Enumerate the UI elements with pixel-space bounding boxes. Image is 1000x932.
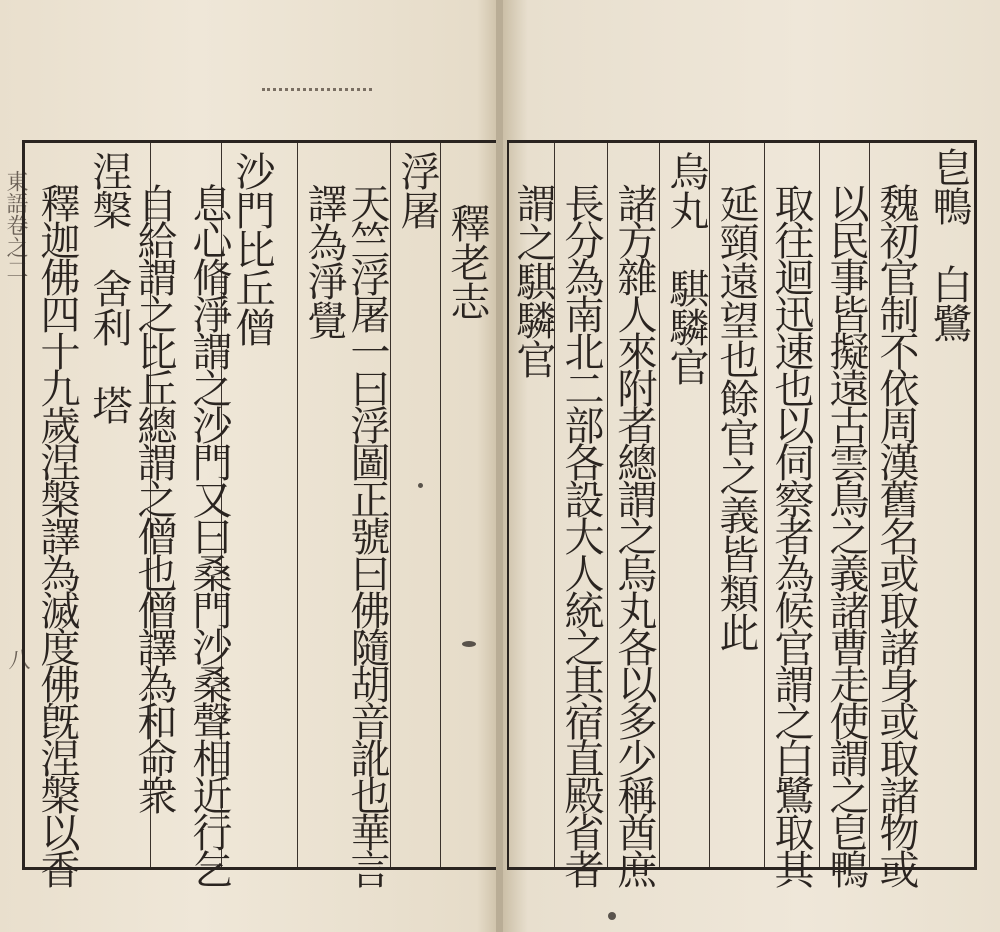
heading-column: 沙門比丘僧 xyxy=(229,151,275,346)
column-rule xyxy=(440,143,441,867)
heading-column: 皀鴨 白鷺 xyxy=(926,147,972,342)
text-column: 譯為淨覺 xyxy=(301,183,347,339)
column-rule xyxy=(659,143,660,867)
text-column: 息心脩淨謂之沙門又曰桑門沙桑聲相近行乞 xyxy=(186,183,232,886)
heading-column: 烏丸 騏驎官 xyxy=(663,151,709,385)
heading-column: 浮屠 xyxy=(394,151,440,229)
column-rule xyxy=(607,143,608,867)
folio-number: 八 xyxy=(5,648,30,670)
text-column: 諸方雜人來附者總謂之烏丸各以多少稱酋庶 xyxy=(611,183,657,886)
text-column: 延頸遠望也餘官之義皆類此 xyxy=(713,183,759,651)
text-column: 以民事皆擬遠古雲鳥之義諸曹走使謂之皀鴨 xyxy=(823,183,869,886)
column-rule xyxy=(297,143,298,867)
text-column: 釋迦佛四十九歲涅槃譯為滅度佛旣涅槃以香 xyxy=(34,183,80,886)
text-column: 魏初官制不依周漢舊名或取諸身或取諸物或 xyxy=(873,183,919,886)
spine-title: 東語卷之二 xyxy=(3,170,28,280)
heading-column: 涅槃 舍利 塔 xyxy=(86,151,132,424)
column-rule xyxy=(764,143,765,867)
ink-spot xyxy=(462,641,476,647)
text-column: 謂之騏驎官 xyxy=(510,183,556,378)
ink-spot xyxy=(418,483,423,488)
column-rule xyxy=(819,143,820,867)
section-title: 釋老志 xyxy=(444,203,490,320)
text-column: 取往迴迅速也以伺察者為候官謂之白鷺取其 xyxy=(768,183,814,886)
right-page-frame xyxy=(507,140,977,886)
ink-spot xyxy=(608,912,616,920)
text-column: 長分為南北二部各設大人統之其宿直殿省者 xyxy=(558,183,604,886)
top-mark xyxy=(262,88,372,91)
left-page-frame xyxy=(22,140,497,886)
text-column: 天竺浮屠一曰浮圖正號曰佛隨胡音訛也華言 xyxy=(344,183,390,886)
text-column: 自給謂之比丘總謂之僧也僧譯為和命衆 xyxy=(131,183,177,812)
